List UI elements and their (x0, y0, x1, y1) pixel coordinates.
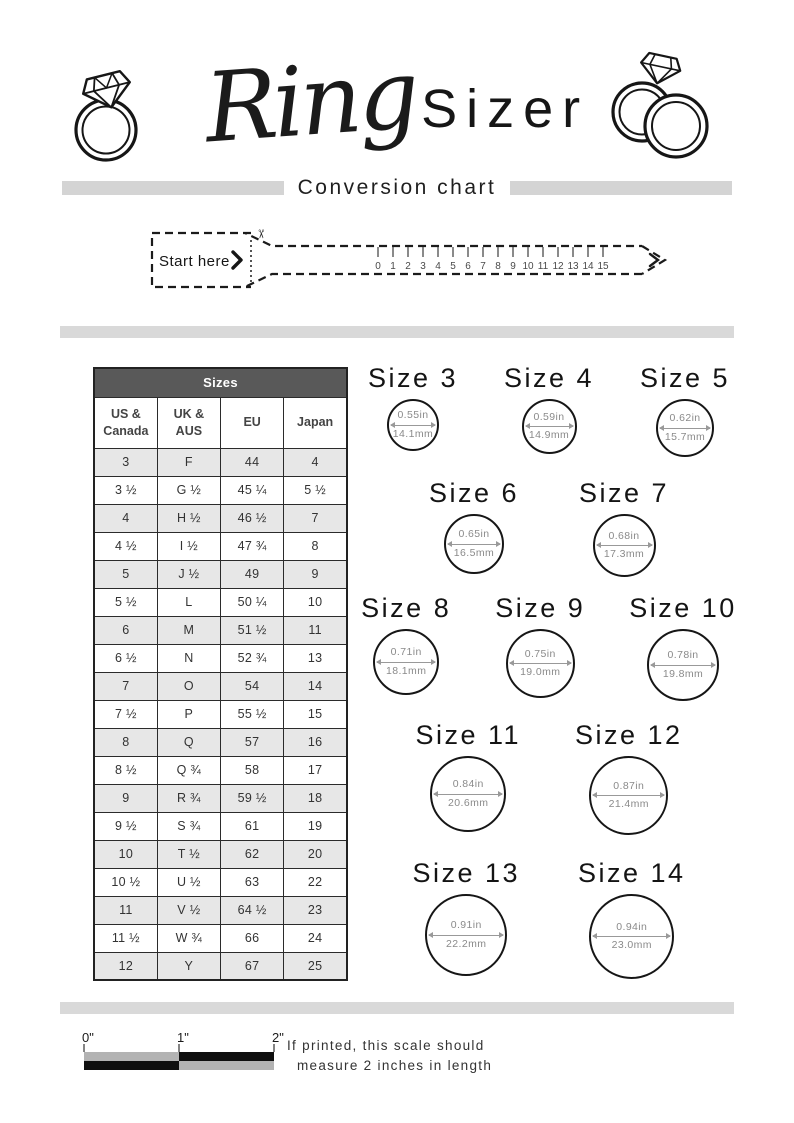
table-cell: 24 (284, 924, 347, 952)
circle-row (368, 478, 730, 577)
note-line-2: measure 2 inches in length (297, 1058, 493, 1073)
table-cell: 62 (221, 840, 284, 868)
subtitle-text: Conversion chart (297, 176, 497, 199)
ruler-number: 4 (435, 261, 441, 272)
table-cell: 46 ½ (221, 504, 284, 532)
table-cell: 55 ½ (221, 700, 284, 728)
table-cell: 4 (94, 504, 157, 532)
diameter-mm: 22.2mm (446, 937, 487, 950)
table-cell: 20 (284, 840, 347, 868)
table-cell: O (157, 672, 220, 700)
ruler-number: 1 (390, 261, 396, 272)
circle-row (361, 593, 737, 701)
diameter-measure (658, 412, 712, 443)
table-cell: 61 (221, 812, 284, 840)
table-cell: 23 (284, 896, 347, 924)
table-cell: 11 (284, 616, 347, 644)
title-plain-word: Sizer (421, 78, 590, 139)
diameter-measure (446, 528, 502, 559)
diameter-arrow-icon (448, 544, 500, 545)
diameter-arrow-icon (377, 662, 435, 663)
size-circle-item (412, 858, 520, 976)
table-cell: 47 ¾ (221, 532, 284, 560)
diameter-measure (595, 530, 654, 561)
title-script-word: Ring (201, 37, 419, 164)
circle-row (368, 363, 730, 457)
diameter-arrow-icon (510, 663, 571, 664)
diameter-inches: 0.65in (458, 528, 490, 541)
table-cell: N (157, 644, 220, 672)
print-scale-note (287, 1036, 492, 1076)
table-row (94, 644, 347, 672)
table-cell: 3 (94, 448, 157, 476)
size-circle-item (495, 593, 585, 698)
size-circle (373, 629, 439, 695)
print-scale (80, 1030, 292, 1080)
diameter-inches: 0.75in (524, 647, 556, 660)
table-cell: 66 (221, 924, 284, 952)
table-cell: M (157, 616, 220, 644)
table-cell: Q ¾ (157, 756, 220, 784)
size-conversion-table (93, 367, 348, 981)
ruler-number: 2 (405, 261, 411, 272)
scale-ticks (84, 1044, 274, 1052)
ruler-number: 8 (495, 261, 501, 272)
size-circle-item (504, 363, 594, 454)
size-circle-item (361, 593, 451, 695)
ruler-number: 14 (582, 261, 594, 272)
table-row (94, 868, 347, 896)
diameter-mm: 23.0mm (611, 939, 652, 951)
table-row (94, 532, 347, 560)
table-cell: 9 ½ (94, 812, 157, 840)
table-row (94, 672, 347, 700)
table-title: Sizes (94, 368, 347, 397)
diameter-mm: 18.1mm (386, 664, 427, 677)
diameter-arrow-icon (651, 665, 715, 666)
size-circle (506, 629, 575, 698)
table-cell: 5 ½ (94, 588, 157, 616)
table-row (94, 756, 347, 784)
table-cell: I ½ (157, 532, 220, 560)
table-cell: 49 (221, 560, 284, 588)
size-circle (589, 894, 674, 979)
diameter-mm: 14.9mm (528, 429, 570, 441)
table-cell: 11 ½ (94, 924, 157, 952)
table-cell: Q (157, 728, 220, 756)
table-row (94, 952, 347, 980)
diameter-mm: 17.3mm (603, 548, 645, 560)
subtitle-row (62, 176, 732, 200)
diameter-measure (524, 411, 575, 442)
diameter-inches: 0.78in (667, 649, 699, 662)
table-cell: 6 ½ (94, 644, 157, 672)
size-circle-title: Size 5 (640, 363, 731, 393)
diameter-inches: 0.94in (616, 920, 648, 933)
table-cell: Y (157, 952, 220, 980)
table-row (94, 700, 347, 728)
diameter-measure (389, 409, 437, 440)
diameter-inches: 0.55in (397, 409, 429, 422)
table-cell: 7 ½ (94, 700, 157, 728)
table-cell: T ½ (157, 840, 220, 868)
diameter-measure (591, 780, 666, 811)
table-cell: 18 (284, 784, 347, 812)
size-circle-item (640, 363, 730, 457)
note-line-1: If printed, this scale should (287, 1038, 485, 1053)
table-cell: L (157, 588, 220, 616)
table-cell: 8 (284, 532, 347, 560)
diameter-arrow-icon (429, 935, 503, 936)
table-row (94, 560, 347, 588)
ruler-number: 7 (480, 261, 486, 272)
ruler-number: 15 (597, 261, 609, 272)
table-cell: 10 ½ (94, 868, 157, 896)
table-cell: R ¾ (157, 784, 220, 812)
table-title-row (94, 368, 347, 397)
size-circle-title: Size 11 (415, 720, 521, 750)
diameter-measure (375, 646, 437, 677)
table-cell: 52 ¾ (221, 644, 284, 672)
table-cell: 8 ½ (94, 756, 157, 784)
diameter-measure (649, 649, 717, 680)
table-cell: 10 (94, 840, 157, 868)
table-cell: 5 ½ (284, 476, 347, 504)
ruler-group (375, 247, 609, 272)
size-circle (593, 514, 656, 577)
table-column-header: US & Canada (94, 397, 157, 448)
diameter-mm: 20.6mm (448, 796, 489, 809)
diameter-measure (432, 778, 504, 809)
table-cell: 25 (284, 952, 347, 980)
diameter-arrow-icon (526, 426, 573, 427)
table-cell: S ¾ (157, 812, 220, 840)
table-cell: F (157, 448, 220, 476)
table-cell: 45 ¼ (221, 476, 284, 504)
size-circle-item (429, 478, 519, 574)
diameter-arrow-icon (660, 428, 710, 429)
table-row (94, 784, 347, 812)
table-cell: 13 (284, 644, 347, 672)
diameter-arrow-icon (597, 545, 652, 546)
table-cell: 6 (94, 616, 157, 644)
table-cell: 4 ½ (94, 532, 157, 560)
diameter-measure (508, 648, 573, 679)
size-circle-title: Size 10 (629, 593, 737, 623)
table-cell: 17 (284, 756, 347, 784)
size-table-body (94, 448, 347, 980)
table-cell: 4 (284, 448, 347, 476)
subtitle-bar-left (62, 181, 284, 195)
table-cell: G ½ (157, 476, 220, 504)
table-cell: 51 ½ (221, 616, 284, 644)
table-row (94, 840, 347, 868)
size-circle-item (579, 478, 669, 577)
diameter-arrow-icon (593, 795, 664, 796)
size-circle (589, 756, 668, 835)
sizer-strip (148, 226, 673, 301)
ruler-number: 12 (552, 261, 564, 272)
diameter-inches: 0.62in (669, 412, 701, 425)
diameter-mm: 19.0mm (520, 666, 561, 678)
table-cell: 63 (221, 868, 284, 896)
ruler-number: 5 (450, 261, 456, 272)
circle-row (368, 858, 730, 979)
table-cell: 50 ¼ (221, 588, 284, 616)
table-row (94, 448, 347, 476)
table-cell: 22 (284, 868, 347, 896)
table-cell: 7 (284, 504, 347, 532)
table-cell: 67 (221, 952, 284, 980)
ruler-number: 6 (465, 261, 471, 272)
ruler-number: 11 (537, 261, 549, 272)
table-column-header-row (94, 397, 347, 448)
size-circle-title: Size 9 (495, 593, 586, 623)
table-cell: J ½ (157, 560, 220, 588)
table-cell: W ¾ (157, 924, 220, 952)
table-row (94, 504, 347, 532)
table-cell: 19 (284, 812, 347, 840)
start-here-chevron-icon (233, 252, 241, 268)
table-cell: 16 (284, 728, 347, 756)
size-circle-item (368, 363, 458, 451)
table-cell: H ½ (157, 504, 220, 532)
diameter-inches: 0.84in (452, 778, 484, 791)
size-circle (444, 514, 504, 574)
strip-arrow-tip (642, 246, 665, 274)
ruler-number: 13 (567, 261, 579, 272)
scale-label-2: 2" (272, 1030, 284, 1045)
diameter-inches: 0.68in (608, 529, 640, 542)
divider-bottom (60, 1002, 734, 1014)
size-circle-title: Size 12 (575, 720, 683, 750)
table-column-header: UK & AUS (157, 397, 220, 448)
table-cell: 5 (94, 560, 157, 588)
table-cell: P (157, 700, 220, 728)
diameter-mm: 14.1mm (392, 427, 434, 440)
ruler-number: 0 (375, 261, 381, 272)
size-circle (656, 399, 714, 457)
table-row (94, 896, 347, 924)
diameter-inches: 0.59in (533, 410, 565, 423)
diameter-inches: 0.91in (450, 919, 482, 932)
table-cell: 14 (284, 672, 347, 700)
diameter-mm: 19.8mm (662, 667, 704, 680)
diameter-mm: 15.7mm (664, 430, 706, 443)
scissors-icon: ✂ (254, 229, 268, 240)
size-circle (430, 756, 506, 832)
table-row (94, 476, 347, 504)
diameter-measure (427, 919, 505, 950)
table-cell: 10 (284, 588, 347, 616)
table-cell: 7 (94, 672, 157, 700)
diameter-mm: 21.4mm (608, 798, 649, 810)
start-here-label: Start here (159, 253, 230, 270)
table-column-header: Japan (284, 397, 347, 448)
table-cell: 3 ½ (94, 476, 157, 504)
diameter-measure (591, 921, 672, 952)
table-cell: 59 ½ (221, 784, 284, 812)
size-circle-title: Size 14 (578, 858, 686, 888)
circles-panel (361, 363, 737, 1003)
ruler-number: 10 (522, 261, 534, 272)
size-circle-title: Size 4 (503, 363, 595, 393)
table-row (94, 812, 347, 840)
table-row (94, 588, 347, 616)
table-cell: 57 (221, 728, 284, 756)
ruler-number: 3 (420, 261, 426, 272)
size-circle-title: Size 13 (412, 858, 520, 888)
size-circle-title: Size 6 (428, 478, 519, 508)
size-circle-title: Size 7 (579, 478, 670, 508)
size-circle (647, 629, 719, 701)
table-column-header: EU (221, 397, 284, 448)
diameter-inches: 0.71in (390, 646, 422, 659)
table-cell: V ½ (157, 896, 220, 924)
table-cell: 58 (221, 756, 284, 784)
size-circle-item (415, 720, 521, 832)
diameter-arrow-icon (391, 425, 435, 426)
subtitle-bar-right (510, 181, 732, 195)
table-cell: 44 (221, 448, 284, 476)
table-cell: 9 (284, 560, 347, 588)
table-cell: 12 (94, 952, 157, 980)
table-cell: 9 (94, 784, 157, 812)
table-row (94, 616, 347, 644)
table-cell: 54 (221, 672, 284, 700)
table-cell: 11 (94, 896, 157, 924)
table-cell: 64 ½ (221, 896, 284, 924)
diameter-arrow-icon (434, 794, 502, 795)
table-row (94, 728, 347, 756)
size-circle-title: Size 8 (361, 593, 452, 623)
size-circle-item (578, 858, 686, 979)
size-circle (387, 399, 439, 451)
scale-label-1: 1" (177, 1030, 189, 1045)
size-circle (522, 399, 577, 454)
page-title (0, 28, 794, 173)
size-circle-title: Size 3 (367, 363, 458, 393)
size-circle-item (575, 720, 683, 835)
diameter-inches: 0.87in (613, 779, 645, 792)
scale-bars (84, 1052, 274, 1070)
scale-label-0: 0" (82, 1030, 94, 1045)
table-cell: 15 (284, 700, 347, 728)
ruler-number: 9 (510, 261, 516, 272)
circle-row (368, 720, 730, 835)
table-cell: U ½ (157, 868, 220, 896)
table-cell: 8 (94, 728, 157, 756)
table-row (94, 924, 347, 952)
size-circle (425, 894, 507, 976)
size-circle-item (629, 593, 737, 701)
divider-top (60, 326, 734, 338)
diameter-mm: 16.5mm (453, 546, 495, 559)
diameter-arrow-icon (593, 936, 670, 937)
